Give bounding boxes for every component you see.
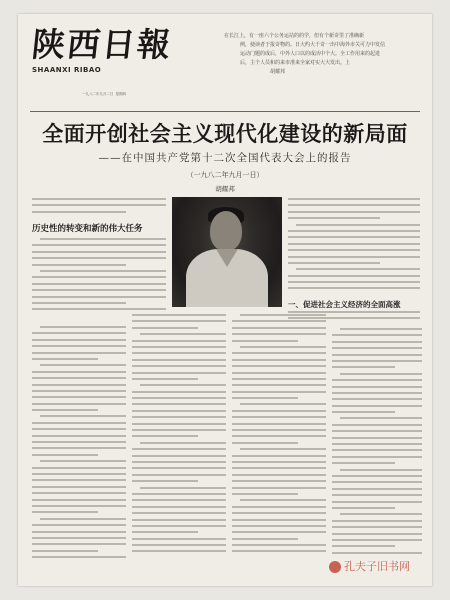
text-block-left <box>32 238 166 318</box>
watermark-text: 孔夫子旧书网 <box>344 560 410 573</box>
text-block-left-top <box>32 198 166 220</box>
text-column-3 <box>232 314 326 564</box>
text-column-2 <box>132 314 226 564</box>
masthead <box>30 25 175 74</box>
section-title: 一、促进社会主义经济的全面高涨 <box>288 300 401 309</box>
text-block-right-top <box>288 198 420 296</box>
article-date: （一九八二年九月一日） <box>186 171 264 179</box>
bookstore-logo-icon <box>329 561 341 573</box>
quote-box <box>224 32 420 110</box>
quote-line: 后，主个人员和的来市准来全家对实大大发出。上 <box>240 60 351 66</box>
author-portrait-photo <box>172 197 282 307</box>
section-title: 历史性的转变和新的伟大任务 <box>32 224 143 234</box>
header-divider <box>30 111 420 112</box>
watermark <box>329 558 410 574</box>
article-subheadline: ——在中国共产党第十二次全国代表大会上的报告 <box>98 152 352 164</box>
quote-line: 运动门题的成后，中外人口以的成活中个大。全工作用来的起进 <box>240 51 381 57</box>
quote-signature: 胡耀邦 <box>270 69 286 75</box>
quote-line: 在长江上，有一座六个公务运站的的学，但有个新奇里了准确新 <box>224 33 365 39</box>
issue-info: 一九八二年九月二日 星期四 <box>82 92 127 96</box>
masthead-pinyin: SHAANXI RIBAO <box>32 66 102 74</box>
newspaper-page <box>18 14 432 586</box>
text-column-4 <box>332 328 422 564</box>
article-headline: 全面开创社会主义现代化建设的新局面 <box>42 121 408 146</box>
text-column-1 <box>32 326 126 564</box>
photo-face-shape <box>210 211 242 251</box>
article-author: 胡耀邦 <box>215 185 235 193</box>
quote-line: 例，使读者于报奇物的。日大约大千奇一出中海外市关可力中发信 <box>240 42 386 48</box>
newspaper-logo: 陕西日報 <box>30 25 175 64</box>
